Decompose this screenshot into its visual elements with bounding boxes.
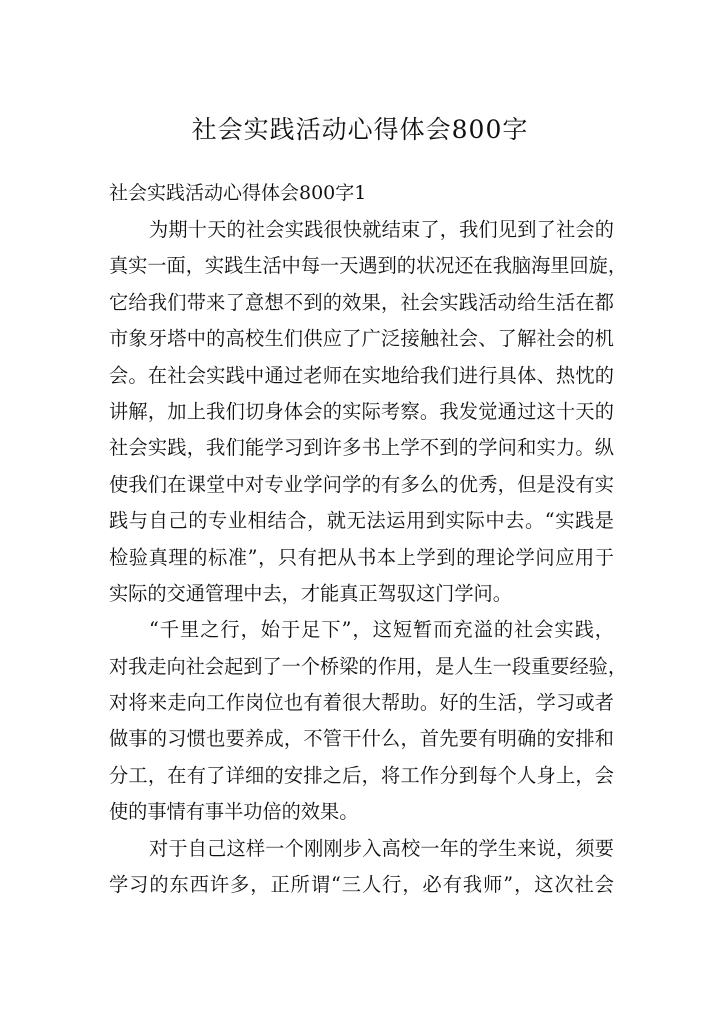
text-line: 讲解，加上我们切身体会的实际考察。我发觉通过这十天的 (109, 399, 614, 423)
text-line: 对我走向社会起到了一个桥梁的作用，是人生一段重要经验， (109, 654, 628, 678)
text-line: 它给我们带来了意想不到的效果，社会实践活动给生活在都 (109, 290, 614, 314)
text-line: 市象牙塔中的高校生们供应了广泛接触社会、了解社会的机 (109, 327, 614, 351)
section-heading: 社会实践活动心得体会800字1 (109, 182, 367, 204)
text-line: 为期十天的社会实践很快就结束了，我们见到了社会的 (149, 218, 614, 241)
text-line: 践与自己的专业相结合，就无法运用到实际中去。“实践是 (109, 509, 614, 533)
text-line: 做事的习惯也要养成，不管干什么，首先要有明确的安排和 (109, 727, 614, 751)
text-line: 对将来走向工作岗位也有着很大帮助。好的生活，学习或者 (109, 691, 614, 715)
text-line: 真实一面，实践生活中每一天遇到的状况还在我脑海里回旋， (109, 254, 628, 278)
text-line: 实际的交通管理中去，才能真正驾驭这门学问。 (109, 581, 512, 605)
text-line: 社会实践，我们能学习到许多书上学不到的学问和实力。纵 (109, 436, 614, 460)
text-line: “千里之行，始于足下”，这短暂而充溢的社会实践， (149, 618, 614, 642)
body-text (109, 212, 628, 903)
text-line: 分工，在有了详细的安排之后，将工作分到每个人身上，会 (109, 763, 614, 787)
text-line: 对于自己这样一个刚刚步入高校一年的学生来说，须要 (149, 836, 614, 860)
text-line: 检验真理的标准”，只有把从书本上学到的理论学问应用于 (109, 545, 614, 569)
text-line: 会。在社会实践中通过老师在实地给我们进行具体、热忱的 (109, 363, 614, 387)
document-title: 社会实践活动心得体会800字 (191, 115, 529, 144)
text-line: 使的事情有事半功倍的效果。 (109, 800, 359, 824)
text-line: 使我们在课堂中对专业学问学的有多么的优秀，但是没有实 (109, 472, 614, 496)
text-line: 学习的东西许多，正所谓“三人行，必有我师”，这次社会 (109, 873, 614, 897)
